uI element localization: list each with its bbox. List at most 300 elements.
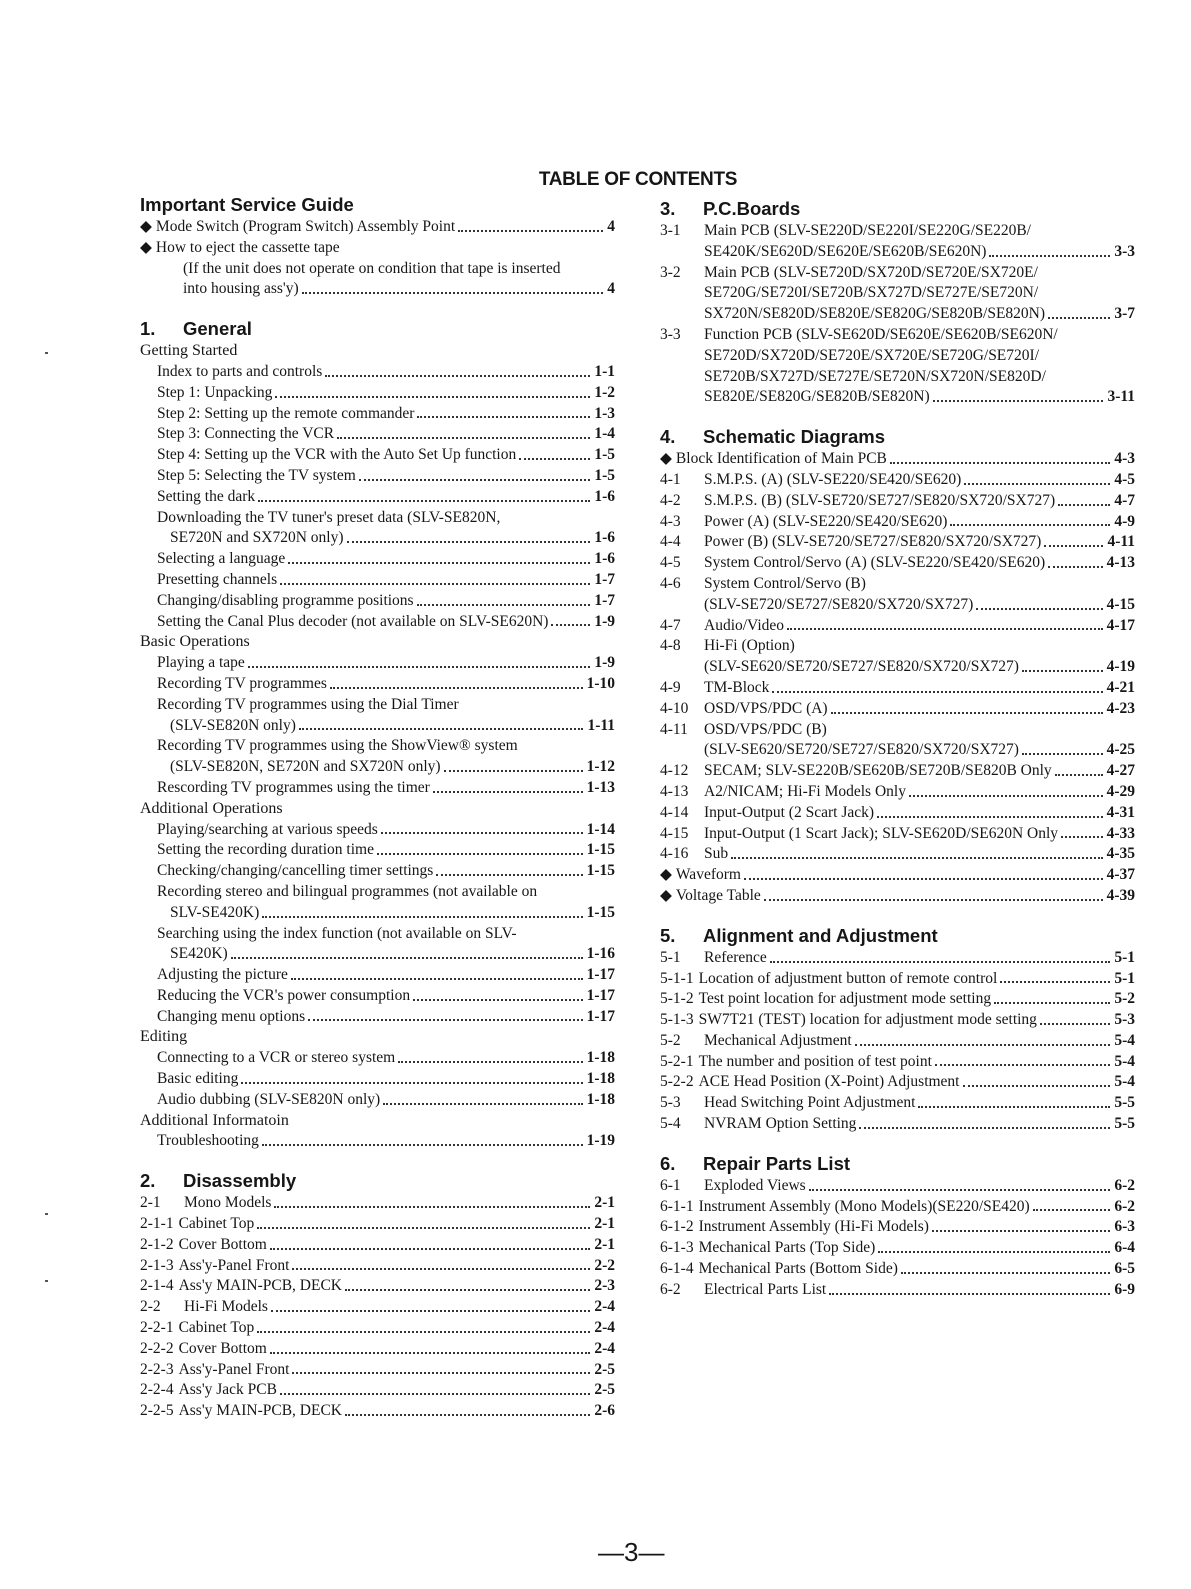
page-reference[interactable]: 4-23 — [1106, 699, 1135, 717]
toc-entry[interactable] — [140, 1380, 615, 1401]
toc-entry[interactable] — [140, 1048, 615, 1069]
scan-speck — [45, 1213, 48, 1215]
toc-entry[interactable] — [660, 865, 1135, 886]
toc-entry-line — [660, 616, 1135, 637]
page-reference[interactable]: 1-14 — [586, 820, 615, 838]
toc-entry-line — [660, 803, 1135, 824]
toc-entry-line — [660, 1238, 1135, 1259]
toc-entry[interactable] — [140, 986, 615, 1007]
entry-text: Setting the Canal Plus decoder (not available on SLV-SE620N) — [157, 612, 549, 630]
toc-entry-line — [660, 657, 1135, 678]
toc-entry-line — [140, 903, 615, 924]
dot-leader — [519, 445, 590, 460]
page-reference[interactable]: 1-17 — [586, 1007, 615, 1025]
toc-entry[interactable] — [140, 1090, 615, 1111]
toc-entry[interactable] — [140, 362, 615, 383]
toc-entry-line — [660, 678, 1135, 699]
page-reference[interactable]: 4-25 — [1106, 741, 1135, 759]
toc-entry[interactable] — [660, 1072, 1135, 1093]
page-reference[interactable]: 1-15 — [586, 903, 615, 921]
page-reference[interactable]: 4 — [607, 280, 615, 298]
toc-entry[interactable] — [140, 445, 615, 466]
page-reference[interactable]: 5-3 — [1114, 1011, 1135, 1029]
page-reference[interactable]: 1-15 — [586, 862, 615, 880]
entry-text: Ass'y-Panel Front — [178, 1256, 290, 1274]
page-reference[interactable]: 1-17 — [586, 966, 615, 984]
entry-text: Connecting to a VCR or stereo system — [157, 1049, 396, 1067]
entry-number: 5-2 — [660, 1031, 681, 1049]
toc-entry[interactable] — [660, 512, 1135, 533]
toc-entry[interactable] — [660, 1031, 1135, 1052]
entry-text: Waveform — [675, 866, 741, 884]
toc-entry[interactable] — [660, 532, 1135, 553]
page-reference[interactable]: 2-1 — [594, 1235, 615, 1253]
entry-text: Head Switching Point Adjustment — [704, 1094, 916, 1112]
page-reference[interactable]: 6-5 — [1114, 1260, 1135, 1278]
entry-text: OSD/VPS/PDC (A) — [704, 699, 828, 717]
entry-text: Setting the dark — [157, 487, 256, 505]
entry-text: Index to parts and controls — [157, 362, 323, 380]
toc-entry-line — [660, 1176, 1135, 1197]
dot-leader — [383, 1090, 582, 1105]
page-reference[interactable]: 5-1 — [1114, 969, 1135, 987]
entry-number: 4-16 — [660, 845, 689, 863]
toc-entry[interactable] — [140, 840, 615, 861]
toc-entry[interactable] — [140, 1318, 615, 1339]
entry-text: Cabinet Top — [178, 1319, 255, 1337]
toc-entry-line — [660, 470, 1135, 491]
toc-entry[interactable] — [660, 1259, 1135, 1280]
section-heading — [660, 197, 1135, 221]
section-title: Important Service Guide — [140, 194, 354, 215]
page-reference[interactable]: 1-7 — [594, 570, 615, 588]
toc-entry[interactable] — [660, 803, 1135, 824]
entry-text: SECAM; SLV-SE220B/SE620B/SE720B/SE820B Only — [704, 762, 1052, 780]
toc-entry-line — [140, 653, 615, 674]
toc-entry[interactable] — [140, 217, 615, 238]
toc-entry-line — [660, 532, 1135, 553]
page-reference[interactable]: 4-31 — [1106, 803, 1135, 821]
page-reference[interactable]: 1-17 — [586, 986, 615, 1004]
page-reference[interactable]: 6-3 — [1114, 1218, 1135, 1236]
toc-entry[interactable] — [140, 570, 615, 591]
dot-leader — [918, 1093, 1110, 1108]
dot-leader — [1048, 553, 1102, 568]
page-reference[interactable]: 2-3 — [594, 1277, 615, 1295]
toc-entry[interactable] — [140, 1297, 615, 1318]
toc-entry-line — [140, 1214, 615, 1235]
page-reference[interactable]: 1-13 — [586, 778, 615, 796]
dot-leader — [398, 1048, 582, 1063]
page-reference[interactable]: 4-15 — [1106, 595, 1135, 613]
entry-number: 2-2-5 — [140, 1402, 174, 1420]
page-reference[interactable]: 1-18 — [586, 1070, 615, 1088]
page-reference[interactable]: 1-4 — [594, 425, 615, 443]
entry-text: Checking/changing/cancelling timer settings — [157, 862, 434, 880]
toc-entry[interactable] — [660, 470, 1135, 491]
entry-text: Cover Bottom — [178, 1339, 267, 1357]
page-reference[interactable]: 2-5 — [594, 1381, 615, 1399]
page-reference[interactable]: 1-6 — [594, 529, 615, 547]
entry-text: Selecting a language — [157, 550, 286, 568]
page-reference[interactable]: 4-13 — [1106, 554, 1135, 572]
toc-entry[interactable] — [140, 591, 615, 612]
entry-text: TM-Block — [704, 678, 770, 696]
page-reference[interactable]: 1-9 — [594, 654, 615, 672]
page-reference[interactable]: 1-16 — [586, 945, 615, 963]
entry-text: Input-Output (2 Scart Jack) — [704, 803, 875, 821]
dot-leader — [1055, 761, 1103, 776]
toc-entry[interactable] — [660, 720, 1135, 762]
toc-entry[interactable] — [140, 612, 615, 633]
page-reference[interactable]: 4-27 — [1106, 762, 1135, 780]
toc-entry-line — [660, 699, 1135, 720]
page-reference[interactable]: 2-1 — [594, 1215, 615, 1233]
toc-entry[interactable] — [140, 238, 615, 259]
entry-number: 2-2-4 — [140, 1381, 174, 1399]
toc-entry[interactable] — [660, 1197, 1135, 1218]
page-reference[interactable]: 1-18 — [586, 1049, 615, 1067]
toc-entry[interactable] — [140, 487, 615, 508]
entry-text: Reference — [704, 948, 767, 966]
toc-entry-line — [140, 1256, 615, 1277]
toc-entry[interactable] — [140, 924, 615, 966]
entry-text: (SLV-SE720/SE727/SE820/SX720/SX727) — [704, 595, 974, 613]
entry-text: Recording stereo and bilingual programmes (not available on — [157, 882, 538, 900]
entry-text: Mechanical Parts (Top Side) — [698, 1239, 876, 1257]
entry-text: Cover Bottom — [178, 1235, 267, 1253]
page-reference[interactable]: 4-21 — [1106, 678, 1135, 696]
entry-text: Input-Output (1 Scart Jack); SLV-SE620D/SE620N Only — [704, 824, 1059, 842]
entry-text: SE720B/SX727D/SE727E/SE720N/SX720N/SE820D/ — [704, 367, 1046, 385]
dot-leader — [274, 1193, 590, 1208]
dot-leader — [878, 1238, 1110, 1253]
toc-entry-line — [140, 716, 615, 737]
entry-number: 4-5 — [660, 554, 681, 572]
entry-text: SX720N/SE820D/SE820E/SE820G/SE820B/SE820N) — [704, 305, 1046, 323]
page-reference[interactable]: 3-7 — [1114, 305, 1135, 323]
toc-entry-line — [660, 865, 1135, 886]
toc-entry-line — [660, 367, 1135, 388]
section-number: 3. — [660, 198, 676, 219]
toc-entry-line — [660, 989, 1135, 1010]
toc-entry[interactable] — [660, 844, 1135, 865]
entry-text: Power (B) (SLV-SE720/SE727/SE820/SX720/SX727) — [704, 533, 1042, 551]
dot-leader — [994, 989, 1110, 1004]
toc-entry[interactable] — [140, 1235, 615, 1256]
page-reference[interactable]: 5-4 — [1114, 1031, 1135, 1049]
page-reference[interactable]: 4-17 — [1106, 616, 1135, 634]
entry-text: Mode Switch (Program Switch) Assembly Point — [155, 218, 456, 235]
toc-entry-line — [140, 840, 615, 861]
entry-text: The number and position of test point — [698, 1052, 932, 1070]
dot-leader — [1022, 657, 1103, 672]
page-reference[interactable]: 2-1 — [594, 1194, 615, 1212]
entry-number: 4-10 — [660, 699, 689, 717]
toc-entry-line — [660, 304, 1135, 325]
toc-entry[interactable] — [660, 221, 1135, 263]
entry-number: 6-1-3 — [660, 1239, 694, 1257]
dot-leader — [551, 612, 590, 627]
section-heading — [660, 1152, 1135, 1176]
section-number: 4. — [660, 426, 676, 448]
dot-leader — [308, 1007, 582, 1022]
toc-entry-line — [660, 491, 1135, 512]
entry-text: How to eject the cassette tape — [155, 238, 340, 256]
entry-text: Audio dubbing (SLV-SE820N only) — [157, 1090, 381, 1108]
toc-entry[interactable] — [140, 424, 615, 445]
entry-number: 5-4 — [660, 1115, 681, 1133]
subsection-label: Additional Informatoin — [140, 1111, 289, 1129]
page-reference[interactable]: 6-2 — [1114, 1197, 1135, 1215]
page-reference[interactable]: 1-11 — [587, 716, 615, 734]
entry-text: (SLV-SE620/SE720/SE727/SE820/SX720/SX727) — [704, 658, 1019, 676]
toc-right-column — [660, 197, 1135, 1301]
page-reference[interactable]: 2-4 — [594, 1298, 615, 1316]
toc-entry[interactable] — [660, 1114, 1135, 1135]
toc-entry[interactable] — [660, 1238, 1135, 1259]
page-reference[interactable]: 4-35 — [1106, 845, 1135, 863]
entry-text: SE720G/SE720I/SE720B/SX727D/SE727E/SE720N/ — [704, 284, 1039, 302]
page-reference[interactable]: 2-5 — [594, 1360, 615, 1378]
diamond-bullet-icon: ◆ — [140, 218, 152, 235]
toc-entry[interactable] — [660, 678, 1135, 699]
toc-entry[interactable] — [660, 636, 1135, 678]
dot-leader — [262, 903, 582, 918]
toc-entry[interactable] — [660, 1176, 1135, 1197]
page-reference[interactable]: 2-4 — [594, 1339, 615, 1357]
page-reference[interactable]: 1-5 — [594, 446, 615, 464]
page-reference[interactable]: 4-33 — [1106, 824, 1135, 842]
dot-leader — [963, 1072, 1111, 1087]
toc-entry[interactable] — [140, 466, 615, 487]
toc-entry[interactable] — [140, 549, 615, 570]
page-reference[interactable]: 1-5 — [594, 466, 615, 484]
toc-entry[interactable] — [660, 824, 1135, 845]
page-reference[interactable]: 4-7 — [1114, 491, 1135, 509]
page-reference[interactable]: 2-2 — [594, 1256, 615, 1274]
entry-text: SE720N and SX720N only) — [170, 529, 344, 547]
toc-entry[interactable] — [140, 1360, 615, 1381]
entry-number: 5-3 — [660, 1094, 681, 1112]
dot-leader — [1061, 824, 1103, 839]
toc-entry[interactable] — [140, 820, 615, 841]
entry-number: 4-1 — [660, 470, 681, 488]
toc-entry[interactable] — [660, 1052, 1135, 1073]
toc-entry[interactable] — [660, 491, 1135, 512]
toc-entry[interactable] — [660, 325, 1135, 408]
page-reference[interactable]: 4-29 — [1106, 782, 1135, 800]
dot-leader — [731, 844, 1102, 859]
entry-text: Hi-Fi Models — [184, 1298, 268, 1316]
entry-number: 2-2-3 — [140, 1360, 174, 1378]
page-reference[interactable]: 6-4 — [1114, 1239, 1135, 1257]
subsection-label: Getting Started — [140, 342, 238, 360]
page-reference[interactable]: 5-5 — [1114, 1094, 1135, 1112]
scan-speck — [45, 1280, 48, 1282]
page-reference[interactable]: 5-4 — [1114, 1052, 1135, 1070]
dot-leader — [787, 616, 1103, 631]
toc-entry[interactable] — [660, 263, 1135, 325]
toc-entry[interactable] — [140, 882, 615, 924]
toc-entry[interactable] — [140, 404, 615, 425]
toc-entry[interactable] — [140, 259, 615, 301]
dot-leader — [302, 279, 604, 294]
entry-text: Reducing the VCR's power consumption — [157, 986, 411, 1004]
page-reference[interactable]: 1-7 — [594, 591, 615, 609]
toc-entry-line — [660, 242, 1135, 263]
toc-entry[interactable] — [140, 1007, 615, 1028]
page-reference[interactable]: 1-1 — [594, 362, 615, 380]
toc-entry[interactable] — [660, 989, 1135, 1010]
dot-leader — [1048, 304, 1110, 319]
toc-entry-line — [140, 466, 615, 487]
toc-entry-line — [140, 1339, 615, 1360]
entry-text: NVRAM Option Setting — [704, 1115, 857, 1133]
entry-text: Location of adjustment button of remote control — [698, 969, 998, 987]
dot-leader — [292, 1256, 590, 1271]
entry-text: Recording TV programmes using the ShowView® system — [157, 737, 518, 755]
toc-entry[interactable] — [660, 553, 1135, 574]
toc-entry-line — [140, 674, 615, 695]
toc-entry[interactable] — [140, 1401, 615, 1422]
page-reference[interactable]: 4-19 — [1106, 658, 1135, 676]
dot-leader — [257, 1318, 590, 1333]
entry-number: 2-1-1 — [140, 1215, 174, 1233]
entry-text: SE420K/SE620D/SE620E/SE620B/SE620N) — [704, 242, 987, 260]
dot-leader — [772, 678, 1102, 693]
page-reference[interactable]: 3-3 — [1114, 242, 1135, 260]
page-reference[interactable]: 4-39 — [1106, 886, 1135, 904]
page-reference[interactable]: 4-3 — [1114, 450, 1135, 468]
toc-entry[interactable] — [660, 449, 1135, 470]
toc-entry[interactable] — [140, 861, 615, 882]
dot-leader — [989, 242, 1110, 257]
page-reference[interactable]: 3-11 — [1107, 388, 1135, 406]
toc-entry[interactable] — [140, 736, 615, 778]
page-reference[interactable]: 5-2 — [1114, 990, 1135, 1008]
page-reference[interactable]: 5-4 — [1114, 1073, 1135, 1091]
page-reference[interactable]: 1-15 — [586, 841, 615, 859]
page-reference[interactable]: 1-6 — [594, 487, 615, 505]
toc-entry[interactable] — [140, 508, 615, 550]
toc-entry-line — [140, 1090, 615, 1111]
toc-entry-line — [140, 528, 615, 549]
toc-entry-line — [140, 1401, 615, 1422]
entry-number: 2-1-2 — [140, 1235, 174, 1253]
entry-text: Ass'y MAIN-PCB, DECK — [178, 1277, 342, 1295]
toc-entry[interactable] — [660, 574, 1135, 616]
page-reference[interactable]: 1-9 — [594, 612, 615, 630]
toc-entry[interactable] — [660, 1093, 1135, 1114]
entry-number: 4-8 — [660, 637, 681, 655]
page-reference[interactable]: 1-12 — [586, 758, 615, 776]
entry-text: Step 1: Unpacking — [157, 383, 273, 401]
section-heading — [140, 317, 615, 341]
page-reference[interactable]: 1-18 — [586, 1090, 615, 1108]
toc-entry[interactable] — [140, 1214, 615, 1235]
page-reference[interactable]: 4-9 — [1114, 512, 1135, 530]
page-reference[interactable]: 2-4 — [594, 1319, 615, 1337]
toc-entry[interactable] — [140, 674, 615, 695]
dot-leader — [280, 570, 590, 585]
dot-leader — [458, 217, 603, 232]
page-reference[interactable]: 4-11 — [1107, 533, 1135, 551]
page-reference[interactable]: 4-5 — [1114, 470, 1135, 488]
toc-entry-line — [140, 549, 615, 570]
page-reference[interactable]: 1-3 — [594, 404, 615, 422]
page-reference[interactable]: 1-2 — [594, 383, 615, 401]
page-reference[interactable]: 5-5 — [1114, 1115, 1135, 1133]
entry-text: SW7T21 (TEST) location for adjustment mode setting — [698, 1011, 1037, 1029]
toc-entry[interactable] — [660, 761, 1135, 782]
toc-entry[interactable] — [660, 948, 1135, 969]
toc-entry[interactable] — [660, 969, 1135, 990]
toc-entry[interactable] — [660, 1217, 1135, 1238]
page-reference[interactable]: 4-37 — [1106, 866, 1135, 884]
toc-entry[interactable] — [660, 1010, 1135, 1031]
toc-entry[interactable] — [660, 616, 1135, 637]
toc-entry[interactable] — [140, 1193, 615, 1214]
toc-entry-line — [660, 844, 1135, 865]
entry-number: 4-15 — [660, 824, 689, 842]
entry-number: 2-1 — [140, 1194, 161, 1212]
dot-leader — [413, 986, 583, 1001]
diamond-bullet-icon: ◆ — [140, 238, 152, 256]
section-title: Disassembly — [183, 1170, 297, 1192]
toc-entry[interactable] — [140, 965, 615, 986]
entry-text: A2/NICAM; Hi-Fi Models Only — [704, 782, 906, 800]
entry-text: (SLV-SE620/SE720/SE727/SE820/SX720/SX727) — [704, 741, 1019, 759]
toc-entry[interactable] — [140, 1256, 615, 1277]
toc-entry[interactable] — [140, 1069, 615, 1090]
entry-text: Setting the recording duration time — [157, 841, 374, 859]
page-reference[interactable]: 1-6 — [594, 550, 615, 568]
toc-entry[interactable] — [140, 1276, 615, 1297]
page-reference[interactable]: 5-1 — [1114, 948, 1135, 966]
diamond-bullet-icon: ◆ — [660, 450, 672, 468]
toc-entry[interactable] — [140, 1131, 615, 1152]
entry-text: Step 2: Setting up the remote commander — [157, 404, 415, 422]
toc-entry-line — [660, 1093, 1135, 1114]
dot-leader — [1022, 740, 1103, 755]
toc-entry[interactable] — [140, 383, 615, 404]
page-reference[interactable]: 1-19 — [586, 1132, 615, 1150]
toc-entry[interactable] — [140, 778, 615, 799]
toc-entry[interactable] — [660, 699, 1135, 720]
dot-leader — [976, 595, 1102, 610]
toc-entry[interactable] — [660, 782, 1135, 803]
toc-entry[interactable] — [140, 653, 615, 674]
dot-leader — [1000, 969, 1110, 984]
dot-leader — [764, 886, 1103, 901]
toc-entry-line — [140, 1007, 615, 1028]
page-reference[interactable]: 4 — [607, 218, 615, 235]
dot-leader — [444, 757, 583, 772]
toc-entry[interactable] — [140, 1339, 615, 1360]
page-reference[interactable]: 2-6 — [594, 1402, 615, 1420]
toc-entry-line — [140, 924, 615, 945]
toc-entry[interactable] — [660, 886, 1135, 907]
toc-entry[interactable] — [660, 1280, 1135, 1301]
page-reference[interactable]: 6-9 — [1114, 1280, 1135, 1298]
page-reference[interactable]: 6-2 — [1114, 1176, 1135, 1194]
toc-entry-line — [140, 736, 615, 757]
toc-entry[interactable] — [140, 695, 615, 737]
dot-leader — [909, 782, 1103, 797]
page-reference[interactable]: 1-10 — [586, 674, 615, 692]
toc-entry-line — [140, 1318, 615, 1339]
